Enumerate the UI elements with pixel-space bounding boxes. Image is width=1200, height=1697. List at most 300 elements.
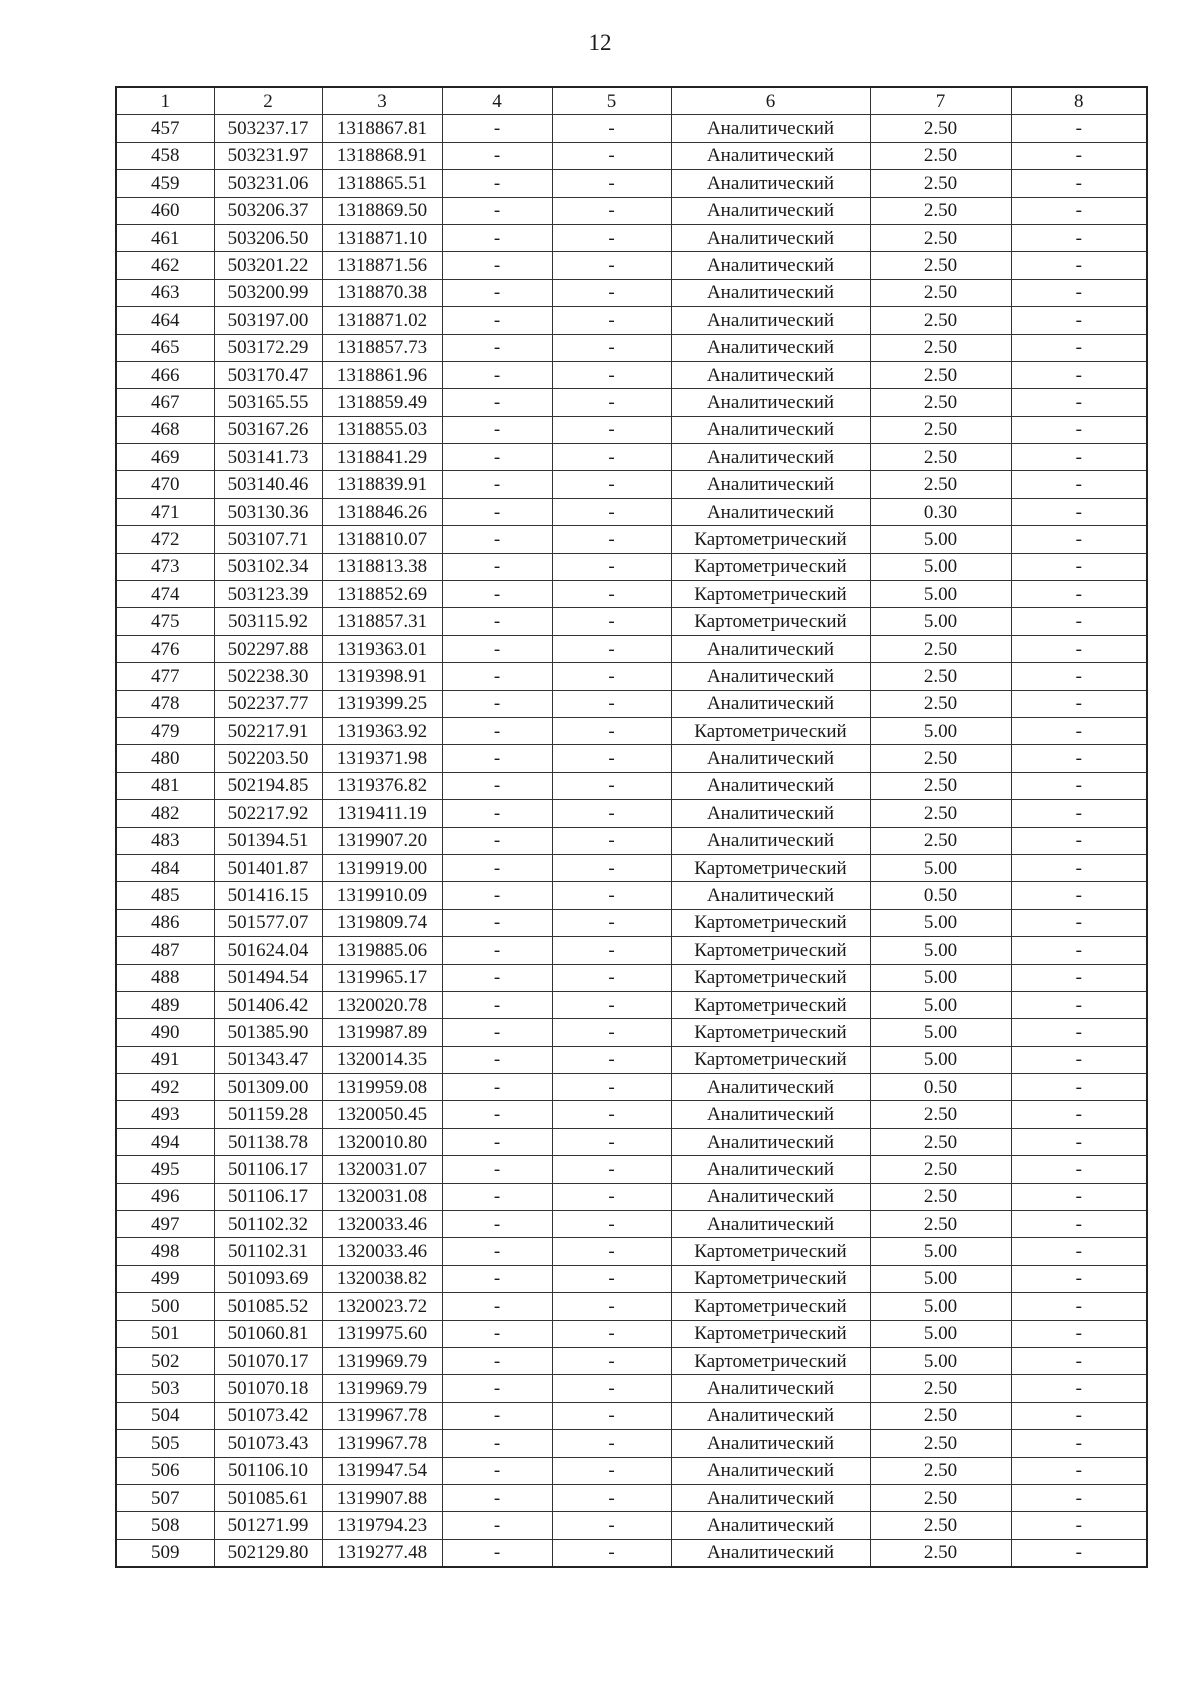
point-number-cell: 476 <box>116 635 214 662</box>
column-4-cell: - <box>442 717 552 744</box>
accuracy-cell: 0.50 <box>870 882 1011 909</box>
accuracy-cell: 2.50 <box>870 690 1011 717</box>
column-5-cell: - <box>552 1074 671 1101</box>
point-number-cell: 509 <box>116 1539 214 1567</box>
column-8-cell: - <box>1011 1183 1147 1210</box>
accuracy-cell: 2.50 <box>870 170 1011 197</box>
column-8-cell: - <box>1011 854 1147 881</box>
table-row <box>116 800 1147 827</box>
method-cell: Аналитический <box>671 252 870 279</box>
x-coordinate-cell: 503231.06 <box>214 170 322 197</box>
point-number-cell: 481 <box>116 772 214 799</box>
y-coordinate-cell: 1319947.54 <box>322 1457 442 1484</box>
column-5-cell: - <box>552 1430 671 1457</box>
table-row <box>116 690 1147 717</box>
table-row <box>116 170 1147 197</box>
x-coordinate-cell: 501106.10 <box>214 1457 322 1484</box>
method-cell: Картометрический <box>671 909 870 936</box>
column-header-5: 5 <box>552 87 671 115</box>
point-number-cell: 466 <box>116 361 214 388</box>
column-8-cell: - <box>1011 1128 1147 1155</box>
point-number-cell: 493 <box>116 1101 214 1128</box>
y-coordinate-cell: 1319885.06 <box>322 937 442 964</box>
table-row <box>116 279 1147 306</box>
y-coordinate-cell: 1318867.81 <box>322 115 442 142</box>
column-8-cell: - <box>1011 635 1147 662</box>
table-row <box>116 1128 1147 1155</box>
x-coordinate-cell: 501624.04 <box>214 937 322 964</box>
column-8-cell: - <box>1011 1211 1147 1238</box>
y-coordinate-cell: 1320014.35 <box>322 1046 442 1073</box>
x-coordinate-cell: 502237.77 <box>214 690 322 717</box>
method-cell: Аналитический <box>671 334 870 361</box>
column-4-cell: - <box>442 361 552 388</box>
x-coordinate-cell: 503200.99 <box>214 279 322 306</box>
table-row <box>116 224 1147 251</box>
method-cell: Картометрический <box>671 964 870 991</box>
column-4-cell: - <box>442 964 552 991</box>
column-4-cell: - <box>442 1238 552 1265</box>
accuracy-cell: 2.50 <box>870 1375 1011 1402</box>
column-5-cell: - <box>552 334 671 361</box>
column-4-cell: - <box>442 690 552 717</box>
accuracy-cell: 2.50 <box>870 800 1011 827</box>
column-8-cell: - <box>1011 498 1147 525</box>
column-5-cell: - <box>552 1347 671 1374</box>
point-number-cell: 472 <box>116 526 214 553</box>
column-4-cell: - <box>442 1402 552 1429</box>
column-4-cell: - <box>442 1128 552 1155</box>
accuracy-cell: 2.50 <box>870 745 1011 772</box>
column-4-cell: - <box>442 1019 552 1046</box>
point-number-cell: 492 <box>116 1074 214 1101</box>
accuracy-cell: 2.50 <box>870 416 1011 443</box>
column-8-cell: - <box>1011 1046 1147 1073</box>
accuracy-cell: 5.00 <box>870 1265 1011 1292</box>
y-coordinate-cell: 1319376.82 <box>322 772 442 799</box>
column-8-cell: - <box>1011 1074 1147 1101</box>
y-coordinate-cell: 1318857.73 <box>322 334 442 361</box>
y-coordinate-cell: 1319975.60 <box>322 1320 442 1347</box>
column-4-cell: - <box>442 1156 552 1183</box>
point-number-cell: 460 <box>116 197 214 224</box>
column-8-cell: - <box>1011 964 1147 991</box>
x-coordinate-cell: 503130.36 <box>214 498 322 525</box>
accuracy-cell: 0.50 <box>870 1074 1011 1101</box>
method-cell: Картометрический <box>671 1293 870 1320</box>
table-header <box>116 87 1147 115</box>
column-8-cell: - <box>1011 279 1147 306</box>
method-cell: Аналитический <box>671 663 870 690</box>
table-row <box>116 1046 1147 1073</box>
method-cell: Аналитический <box>671 745 870 772</box>
header-row <box>116 87 1147 115</box>
coordinates-table <box>115 86 1148 1568</box>
accuracy-cell: 2.50 <box>870 772 1011 799</box>
accuracy-cell: 2.50 <box>870 1512 1011 1539</box>
column-5-cell: - <box>552 909 671 936</box>
x-coordinate-cell: 501070.18 <box>214 1375 322 1402</box>
table-row <box>116 772 1147 799</box>
column-5-cell: - <box>552 1539 671 1567</box>
table-row <box>116 1320 1147 1347</box>
table-row <box>116 1457 1147 1484</box>
column-5-cell: - <box>552 1046 671 1073</box>
column-8-cell: - <box>1011 1238 1147 1265</box>
column-5-cell: - <box>552 361 671 388</box>
y-coordinate-cell: 1320020.78 <box>322 991 442 1018</box>
x-coordinate-cell: 501494.54 <box>214 964 322 991</box>
point-number-cell: 475 <box>116 608 214 635</box>
method-cell: Аналитический <box>671 279 870 306</box>
column-8-cell: - <box>1011 1265 1147 1292</box>
column-4-cell: - <box>442 1512 552 1539</box>
table-row <box>116 991 1147 1018</box>
x-coordinate-cell: 501106.17 <box>214 1156 322 1183</box>
column-4-cell: - <box>442 1046 552 1073</box>
column-5-cell: - <box>552 307 671 334</box>
table-row <box>116 1238 1147 1265</box>
x-coordinate-cell: 503140.46 <box>214 471 322 498</box>
point-number-cell: 465 <box>116 334 214 361</box>
column-4-cell: - <box>442 772 552 799</box>
y-coordinate-cell: 1320033.46 <box>322 1211 442 1238</box>
accuracy-cell: 5.00 <box>870 964 1011 991</box>
method-cell: Аналитический <box>671 827 870 854</box>
method-cell: Аналитический <box>671 800 870 827</box>
column-8-cell: - <box>1011 717 1147 744</box>
point-number-cell: 494 <box>116 1128 214 1155</box>
point-number-cell: 480 <box>116 745 214 772</box>
y-coordinate-cell: 1318810.07 <box>322 526 442 553</box>
column-4-cell: - <box>442 1293 552 1320</box>
y-coordinate-cell: 1318852.69 <box>322 581 442 608</box>
column-5-cell: - <box>552 581 671 608</box>
y-coordinate-cell: 1318871.56 <box>322 252 442 279</box>
method-cell: Аналитический <box>671 471 870 498</box>
method-cell: Картометрический <box>671 854 870 881</box>
column-5-cell: - <box>552 1375 671 1402</box>
column-5-cell: - <box>552 1402 671 1429</box>
method-cell: Аналитический <box>671 1402 870 1429</box>
method-cell: Аналитический <box>671 224 870 251</box>
column-8-cell: - <box>1011 361 1147 388</box>
x-coordinate-cell: 501401.87 <box>214 854 322 881</box>
accuracy-cell: 5.00 <box>870 581 1011 608</box>
accuracy-cell: 5.00 <box>870 526 1011 553</box>
x-coordinate-cell: 501085.61 <box>214 1484 322 1511</box>
column-4-cell: - <box>442 991 552 1018</box>
column-4-cell: - <box>442 526 552 553</box>
column-8-cell: - <box>1011 1347 1147 1374</box>
y-coordinate-cell: 1318841.29 <box>322 444 442 471</box>
column-8-cell: - <box>1011 608 1147 635</box>
method-cell: Аналитический <box>671 1211 870 1238</box>
x-coordinate-cell: 501416.15 <box>214 882 322 909</box>
table-row <box>116 1484 1147 1511</box>
y-coordinate-cell: 1320050.45 <box>322 1101 442 1128</box>
point-number-cell: 468 <box>116 416 214 443</box>
column-5-cell: - <box>552 1238 671 1265</box>
table-row <box>116 745 1147 772</box>
method-cell: Аналитический <box>671 389 870 416</box>
table-row <box>116 197 1147 224</box>
accuracy-cell: 2.50 <box>870 1484 1011 1511</box>
column-8-cell: - <box>1011 581 1147 608</box>
method-cell: Картометрический <box>671 1320 870 1347</box>
accuracy-cell: 5.00 <box>870 909 1011 936</box>
y-coordinate-cell: 1319907.88 <box>322 1484 442 1511</box>
column-5-cell: - <box>552 635 671 662</box>
method-cell: Аналитический <box>671 1430 870 1457</box>
y-coordinate-cell: 1319969.79 <box>322 1375 442 1402</box>
point-number-cell: 500 <box>116 1293 214 1320</box>
column-header-8: 8 <box>1011 87 1147 115</box>
method-cell: Картометрический <box>671 1265 870 1292</box>
table-row <box>116 717 1147 744</box>
x-coordinate-cell: 501385.90 <box>214 1019 322 1046</box>
column-4-cell: - <box>442 170 552 197</box>
column-4-cell: - <box>442 416 552 443</box>
table-row <box>116 498 1147 525</box>
y-coordinate-cell: 1318871.02 <box>322 307 442 334</box>
table-row <box>116 307 1147 334</box>
accuracy-cell: 2.50 <box>870 115 1011 142</box>
table-row <box>116 361 1147 388</box>
accuracy-cell: 0.30 <box>870 498 1011 525</box>
y-coordinate-cell: 1319398.91 <box>322 663 442 690</box>
point-number-cell: 496 <box>116 1183 214 1210</box>
table-row <box>116 635 1147 662</box>
y-coordinate-cell: 1318859.49 <box>322 389 442 416</box>
accuracy-cell: 2.50 <box>870 334 1011 361</box>
method-cell: Картометрический <box>671 608 870 635</box>
point-number-cell: 487 <box>116 937 214 964</box>
y-coordinate-cell: 1319987.89 <box>322 1019 442 1046</box>
column-8-cell: - <box>1011 170 1147 197</box>
accuracy-cell: 2.50 <box>870 1430 1011 1457</box>
table-row <box>116 252 1147 279</box>
column-8-cell: - <box>1011 827 1147 854</box>
method-cell: Картометрический <box>671 937 870 964</box>
column-8-cell: - <box>1011 1375 1147 1402</box>
column-4-cell: - <box>442 471 552 498</box>
column-5-cell: - <box>552 608 671 635</box>
method-cell: Аналитический <box>671 170 870 197</box>
point-number-cell: 463 <box>116 279 214 306</box>
table-row <box>116 1293 1147 1320</box>
x-coordinate-cell: 503237.17 <box>214 115 322 142</box>
column-8-cell: - <box>1011 1457 1147 1484</box>
y-coordinate-cell: 1319363.92 <box>322 717 442 744</box>
column-header-2: 2 <box>214 87 322 115</box>
table-row <box>116 526 1147 553</box>
column-5-cell: - <box>552 1265 671 1292</box>
column-header-1: 1 <box>116 87 214 115</box>
column-5-cell: - <box>552 498 671 525</box>
y-coordinate-cell: 1319363.01 <box>322 635 442 662</box>
column-8-cell: - <box>1011 1402 1147 1429</box>
y-coordinate-cell: 1319967.78 <box>322 1430 442 1457</box>
point-number-cell: 508 <box>116 1512 214 1539</box>
table-row <box>116 1183 1147 1210</box>
accuracy-cell: 2.50 <box>870 252 1011 279</box>
method-cell: Картометрический <box>671 526 870 553</box>
x-coordinate-cell: 501102.32 <box>214 1211 322 1238</box>
method-cell: Картометрический <box>671 991 870 1018</box>
column-8-cell: - <box>1011 1512 1147 1539</box>
x-coordinate-cell: 502203.50 <box>214 745 322 772</box>
column-4-cell: - <box>442 1430 552 1457</box>
y-coordinate-cell: 1319411.19 <box>322 800 442 827</box>
table-row <box>116 663 1147 690</box>
column-4-cell: - <box>442 937 552 964</box>
accuracy-cell: 2.50 <box>870 635 1011 662</box>
point-number-cell: 457 <box>116 115 214 142</box>
column-8-cell: - <box>1011 882 1147 909</box>
column-5-cell: - <box>552 937 671 964</box>
column-5-cell: - <box>552 882 671 909</box>
table-row <box>116 827 1147 854</box>
x-coordinate-cell: 501406.42 <box>214 991 322 1018</box>
method-cell: Картометрический <box>671 1046 870 1073</box>
method-cell: Аналитический <box>671 635 870 662</box>
column-4-cell: - <box>442 307 552 334</box>
table-row <box>116 1156 1147 1183</box>
column-5-cell: - <box>552 279 671 306</box>
table-row <box>116 416 1147 443</box>
column-4-cell: - <box>442 581 552 608</box>
x-coordinate-cell: 503115.92 <box>214 608 322 635</box>
point-number-cell: 478 <box>116 690 214 717</box>
accuracy-cell: 5.00 <box>870 854 1011 881</box>
table-row <box>116 882 1147 909</box>
point-number-cell: 485 <box>116 882 214 909</box>
column-4-cell: - <box>442 635 552 662</box>
y-coordinate-cell: 1318868.91 <box>322 142 442 169</box>
point-number-cell: 505 <box>116 1430 214 1457</box>
y-coordinate-cell: 1318839.91 <box>322 471 442 498</box>
column-5-cell: - <box>552 827 671 854</box>
column-4-cell: - <box>442 1074 552 1101</box>
table-row <box>116 1512 1147 1539</box>
y-coordinate-cell: 1318871.10 <box>322 224 442 251</box>
x-coordinate-cell: 501577.07 <box>214 909 322 936</box>
point-number-cell: 479 <box>116 717 214 744</box>
column-4-cell: - <box>442 1183 552 1210</box>
method-cell: Аналитический <box>671 361 870 388</box>
column-8-cell: - <box>1011 471 1147 498</box>
x-coordinate-cell: 503170.47 <box>214 361 322 388</box>
column-header-7: 7 <box>870 87 1011 115</box>
y-coordinate-cell: 1319969.79 <box>322 1347 442 1374</box>
column-8-cell: - <box>1011 1101 1147 1128</box>
method-cell: Картометрический <box>671 717 870 744</box>
x-coordinate-cell: 501073.43 <box>214 1430 322 1457</box>
accuracy-cell: 5.00 <box>870 1320 1011 1347</box>
point-number-cell: 486 <box>116 909 214 936</box>
method-cell: Картометрический <box>671 581 870 608</box>
table-row <box>116 115 1147 142</box>
y-coordinate-cell: 1320010.80 <box>322 1128 442 1155</box>
column-4-cell: - <box>442 252 552 279</box>
column-4-cell: - <box>442 1375 552 1402</box>
column-8-cell: - <box>1011 526 1147 553</box>
column-5-cell: - <box>552 1019 671 1046</box>
accuracy-cell: 5.00 <box>870 608 1011 635</box>
method-cell: Картометрический <box>671 1019 870 1046</box>
table-row <box>116 1347 1147 1374</box>
column-5-cell: - <box>552 224 671 251</box>
column-5-cell: - <box>552 142 671 169</box>
column-5-cell: - <box>552 1211 671 1238</box>
column-5-cell: - <box>552 1484 671 1511</box>
column-5-cell: - <box>552 389 671 416</box>
column-4-cell: - <box>442 334 552 361</box>
table-row <box>116 1101 1147 1128</box>
accuracy-cell: 2.50 <box>870 279 1011 306</box>
method-cell: Аналитический <box>671 772 870 799</box>
point-number-cell: 482 <box>116 800 214 827</box>
column-5-cell: - <box>552 1156 671 1183</box>
y-coordinate-cell: 1320031.07 <box>322 1156 442 1183</box>
column-4-cell: - <box>442 800 552 827</box>
method-cell: Аналитический <box>671 1484 870 1511</box>
accuracy-cell: 2.50 <box>870 197 1011 224</box>
method-cell: Аналитический <box>671 416 870 443</box>
column-8-cell: - <box>1011 553 1147 580</box>
x-coordinate-cell: 501106.17 <box>214 1183 322 1210</box>
column-8-cell: - <box>1011 1539 1147 1567</box>
accuracy-cell: 5.00 <box>870 1347 1011 1374</box>
column-4-cell: - <box>442 1265 552 1292</box>
point-number-cell: 462 <box>116 252 214 279</box>
y-coordinate-cell: 1320038.82 <box>322 1265 442 1292</box>
accuracy-cell: 5.00 <box>870 1019 1011 1046</box>
x-coordinate-cell: 503172.29 <box>214 334 322 361</box>
method-cell: Картометрический <box>671 1347 870 1374</box>
x-coordinate-cell: 503107.71 <box>214 526 322 553</box>
point-number-cell: 506 <box>116 1457 214 1484</box>
y-coordinate-cell: 1318870.38 <box>322 279 442 306</box>
column-4-cell: - <box>442 1539 552 1567</box>
column-4-cell: - <box>442 279 552 306</box>
x-coordinate-cell: 502194.85 <box>214 772 322 799</box>
accuracy-cell: 5.00 <box>870 937 1011 964</box>
accuracy-cell: 5.00 <box>870 991 1011 1018</box>
column-5-cell: - <box>552 1293 671 1320</box>
accuracy-cell: 2.50 <box>870 361 1011 388</box>
column-5-cell: - <box>552 170 671 197</box>
column-4-cell: - <box>442 553 552 580</box>
point-number-cell: 499 <box>116 1265 214 1292</box>
column-8-cell: - <box>1011 1293 1147 1320</box>
column-8-cell: - <box>1011 991 1147 1018</box>
y-coordinate-cell: 1318857.31 <box>322 608 442 635</box>
column-5-cell: - <box>552 444 671 471</box>
y-coordinate-cell: 1318861.96 <box>322 361 442 388</box>
accuracy-cell: 5.00 <box>870 1293 1011 1320</box>
column-header-3: 3 <box>322 87 442 115</box>
point-number-cell: 501 <box>116 1320 214 1347</box>
point-number-cell: 469 <box>116 444 214 471</box>
point-number-cell: 489 <box>116 991 214 1018</box>
column-5-cell: - <box>552 772 671 799</box>
column-5-cell: - <box>552 991 671 1018</box>
column-8-cell: - <box>1011 307 1147 334</box>
y-coordinate-cell: 1320031.08 <box>322 1183 442 1210</box>
table-body <box>116 115 1147 1567</box>
